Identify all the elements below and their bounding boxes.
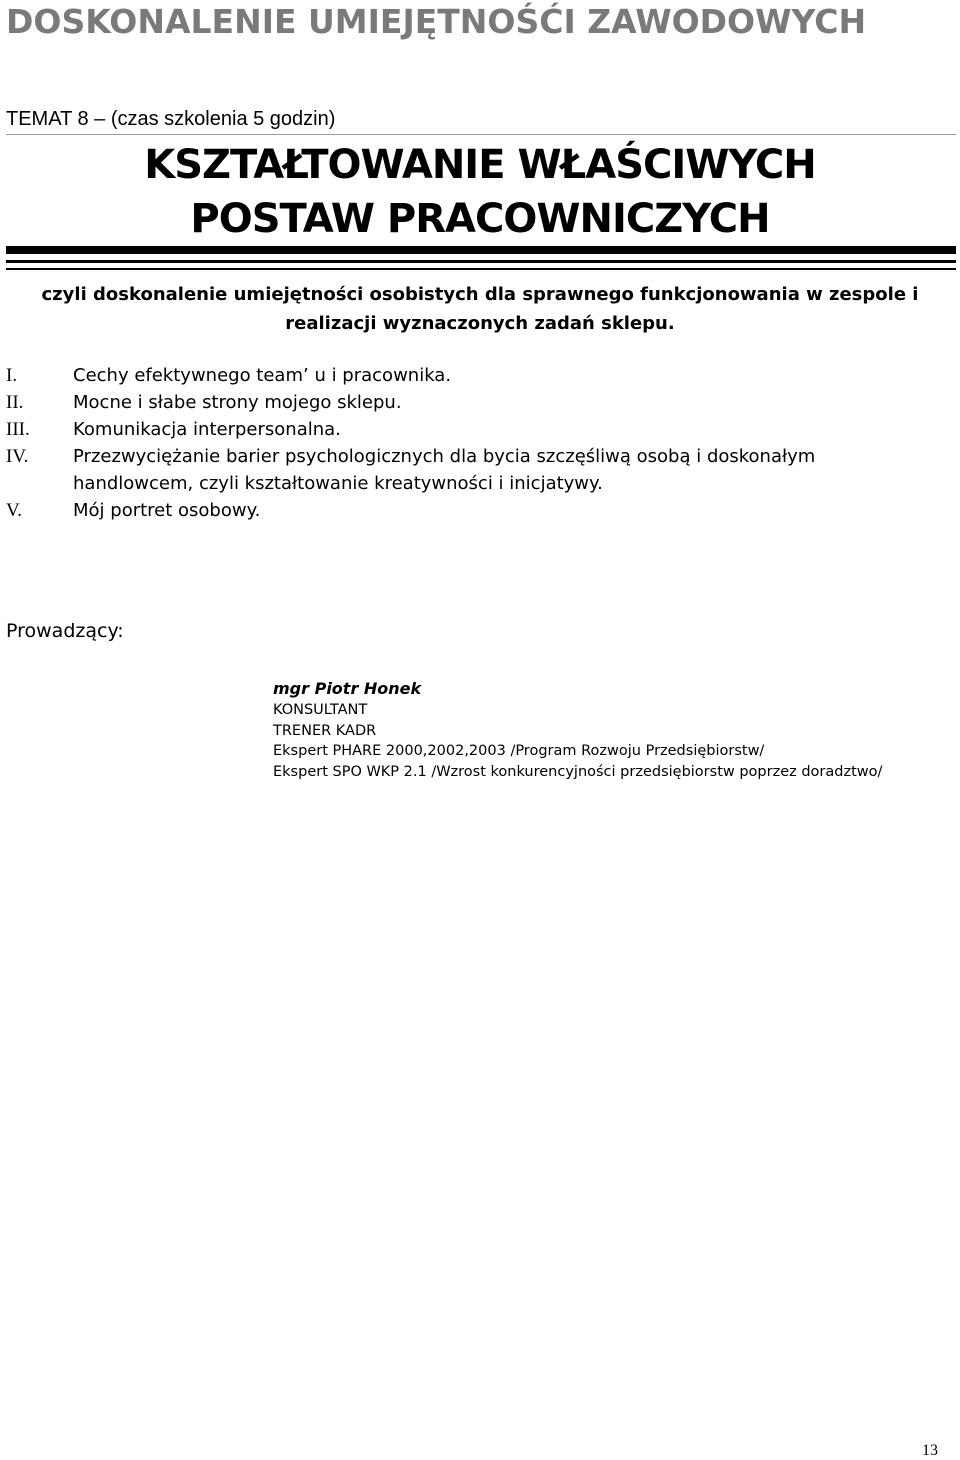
presenter-role: TRENER KADR — [273, 722, 377, 739]
divider-double-top — [6, 260, 956, 263]
list-item-text: Komunikacja interpersonalna. — [73, 419, 341, 440]
divider-double-bottom — [6, 268, 956, 270]
presenter-credential: Ekspert PHARE 2000,2002,2003 /Program Rozwoju Przedsiębiorstw/ — [273, 743, 765, 759]
document-header: DOSKONALENIE UMIEJĘTNOŚĆI ZAWODOWYCH — [6, 2, 867, 41]
list-item-text: Cechy efektywnego team’ u i pracownika. — [73, 365, 452, 386]
list-item — [6, 389, 936, 416]
presenter-name: mgr Piotr Honek — [273, 679, 422, 698]
presenter-label: Prowadzący: — [6, 620, 124, 642]
list-item-number: I. — [6, 365, 18, 386]
divider-thick — [6, 246, 956, 254]
list-item — [6, 416, 936, 443]
list-item-text: Mocne i słabe strony mojego sklepu. — [73, 392, 402, 413]
list-item-number: III. — [6, 419, 30, 440]
title-line-2: POSTAW PRACOWNICZYCH — [190, 196, 770, 242]
list-item — [6, 362, 936, 389]
divider-thin — [6, 134, 956, 135]
outline-list — [6, 362, 936, 524]
page-title — [0, 138, 960, 246]
topic-line: TEMAT 8 – (czas szkolenia 5 godzin) — [6, 108, 336, 130]
list-item-text: Przezwyciężanie barier psychologicznych dla bycia szczęśliwą osobą i doskonałym handlowcem, czyli kształtowanie kreatywności i inicjatywy. — [73, 446, 816, 494]
presenter-role: KONSULTANT — [273, 702, 368, 718]
list-item-number: II. — [6, 392, 24, 413]
list-item-number: IV. — [6, 446, 29, 467]
page-number: 13 — [922, 1442, 938, 1459]
list-item-number: V. — [6, 500, 23, 521]
list-item — [6, 497, 936, 524]
presenter-block — [273, 678, 953, 782]
list-item-text: Mój portret osobowy. — [73, 500, 261, 521]
subtitle: czyli doskonalenie umiejętności osobistych dla sprawnego funkcjonowania w zespole i realizacji wyznaczonych zadań sklepu. — [41, 284, 919, 334]
list-item — [6, 443, 936, 497]
title-line-1: KSZTAŁTOWANIE WŁAŚCIWYCH — [144, 142, 816, 188]
presenter-credential: Ekspert SPO WKP 2.1 /Wzrost konkurencyjności przedsiębiorstw poprzez doradztwo/ — [273, 763, 883, 780]
